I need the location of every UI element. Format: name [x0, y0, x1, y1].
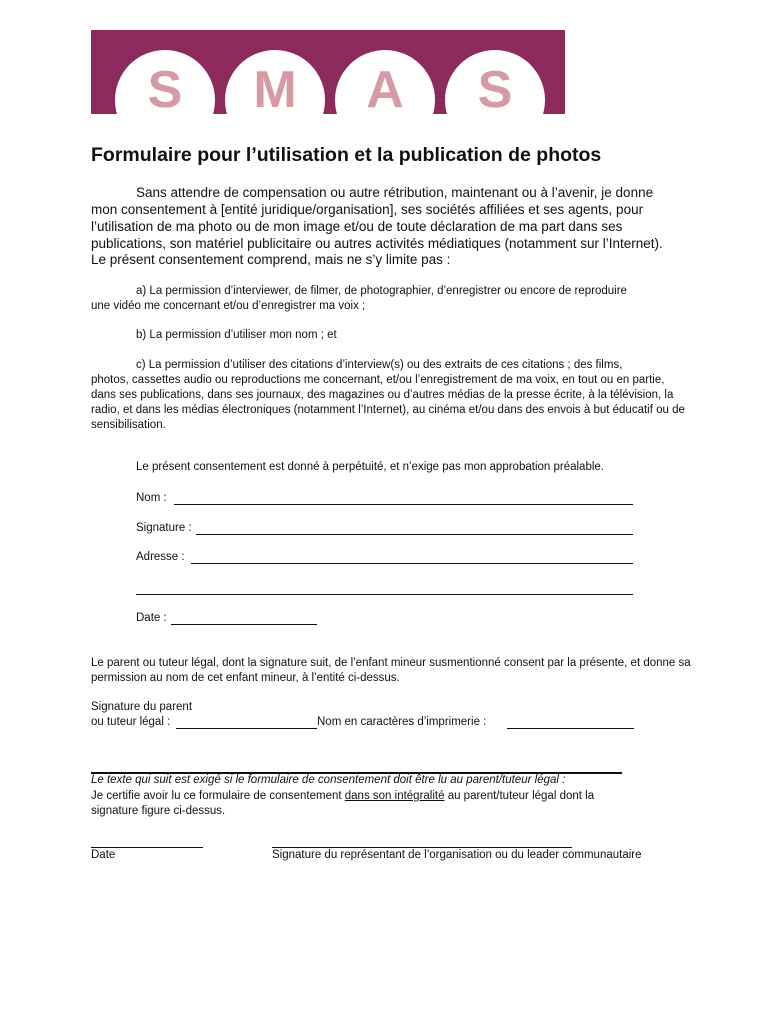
- item-c-first-line: c) La permission d’utiliser des citations d’interview(s) ou des extraits de ces citations ; des films,: [136, 359, 623, 371]
- logo-letter-a: A: [366, 61, 404, 114]
- print-name-label: Nom en caractères d’imprimerie :: [317, 716, 487, 728]
- form-title: Formulaire pour l’utilisation et la publication de photos: [91, 144, 602, 166]
- required-note: Le texte qui suit est exigé si le formulaire de consentement doit être lu au parent/tuteur légal :: [91, 774, 566, 786]
- logo-letter-s2: S: [477, 61, 513, 114]
- certify-line-2: signature figure ci-dessus.: [91, 805, 226, 817]
- item-a-rest: une vidéo me concernant et/ou d’enregistrer ma voix ;: [91, 300, 366, 312]
- intro-body: mon consentement à [entité juridique/organisation], ses sociétés affiliées et ses agents, pour l’utilisation de ma photo ou de mon image et/ou de toute déclaration de ma part dans ses publications, son matériel publicitaire ou autres activités médiatiques (notamment sur l’Internet).: [91, 202, 663, 251]
- item-a: [91, 284, 691, 314]
- smas-logo: [91, 30, 565, 114]
- certify-line-1: [91, 790, 594, 802]
- name-field[interactable]: [174, 504, 633, 505]
- parent-consent-paragraph: Le parent ou tuteur légal, dont la signature suit, de l’enfant mineur susmentionné consent par la présente, et donne sa permission au nom de cet enfant mineur, à l’entité ci-dessus.: [91, 657, 691, 684]
- name-label: Nom :: [136, 492, 167, 504]
- footer-date-field[interactable]: [91, 847, 203, 848]
- consent-scope-heading: Le présent consentement comprend, mais ne s’y limite pas :: [91, 252, 451, 267]
- parent-signature-label-2: ou tuteur légal :: [91, 716, 171, 728]
- logo-letter-s1: S: [147, 61, 183, 114]
- signature-field[interactable]: [196, 534, 633, 535]
- item-c-rest: photos, cassettes audio ou reproductions me concernant, et/ou l’enregistrement de ma voix, en tout ou en partie, dans ses publications, dans ses journaux, des magazines ou d’autres médias de la presse écrite, à la télévision, la radio, et dans les médias électroniques (notamment l’Internet), au cinéma et/ou dans des envois à but éducatif ou de sensibilisation.: [91, 374, 685, 431]
- address-label: Adresse :: [136, 551, 185, 563]
- logo-letter-m: M: [253, 61, 297, 114]
- certify-text-part2: au parent/tuteur légal dont la: [444, 790, 595, 802]
- perpetuity-statement: Le présent consentement est donné à perpétuité, et n’exige pas mon approbation préalable.: [136, 461, 604, 473]
- parent-signature-label-1: Signature du parent: [91, 701, 193, 713]
- item-c: [91, 358, 691, 433]
- parent-signature-field[interactable]: [176, 728, 317, 729]
- date-label: Date :: [136, 612, 167, 624]
- date-field[interactable]: [171, 624, 317, 625]
- signature-label: Signature :: [136, 522, 192, 534]
- certify-text-underlined: dans son intégralité: [344, 790, 445, 802]
- certify-text-part1: Je certifie avoir lu ce formulaire de consentement: [91, 790, 345, 802]
- rep-signature-label: Signature du représentant de l’organisation ou du leader communautaire: [272, 849, 642, 861]
- item-b: b) La permission d’utiliser mon nom ; et: [136, 329, 337, 341]
- address-field[interactable]: [191, 563, 633, 564]
- footer-date-label: Date: [91, 849, 116, 861]
- intro-paragraph: [91, 184, 691, 252]
- intro-first-line: Sans attendre de compensation ou autre rétribution, maintenant ou à l’avenir, je donne: [136, 185, 654, 200]
- address-field-line2[interactable]: [136, 594, 633, 595]
- rep-signature-field[interactable]: [272, 847, 572, 848]
- print-name-field[interactable]: [507, 728, 634, 729]
- item-a-first-line: a) La permission d’interviewer, de filmer, de photographier, d’enregistrer ou encore de reproduire: [136, 285, 627, 297]
